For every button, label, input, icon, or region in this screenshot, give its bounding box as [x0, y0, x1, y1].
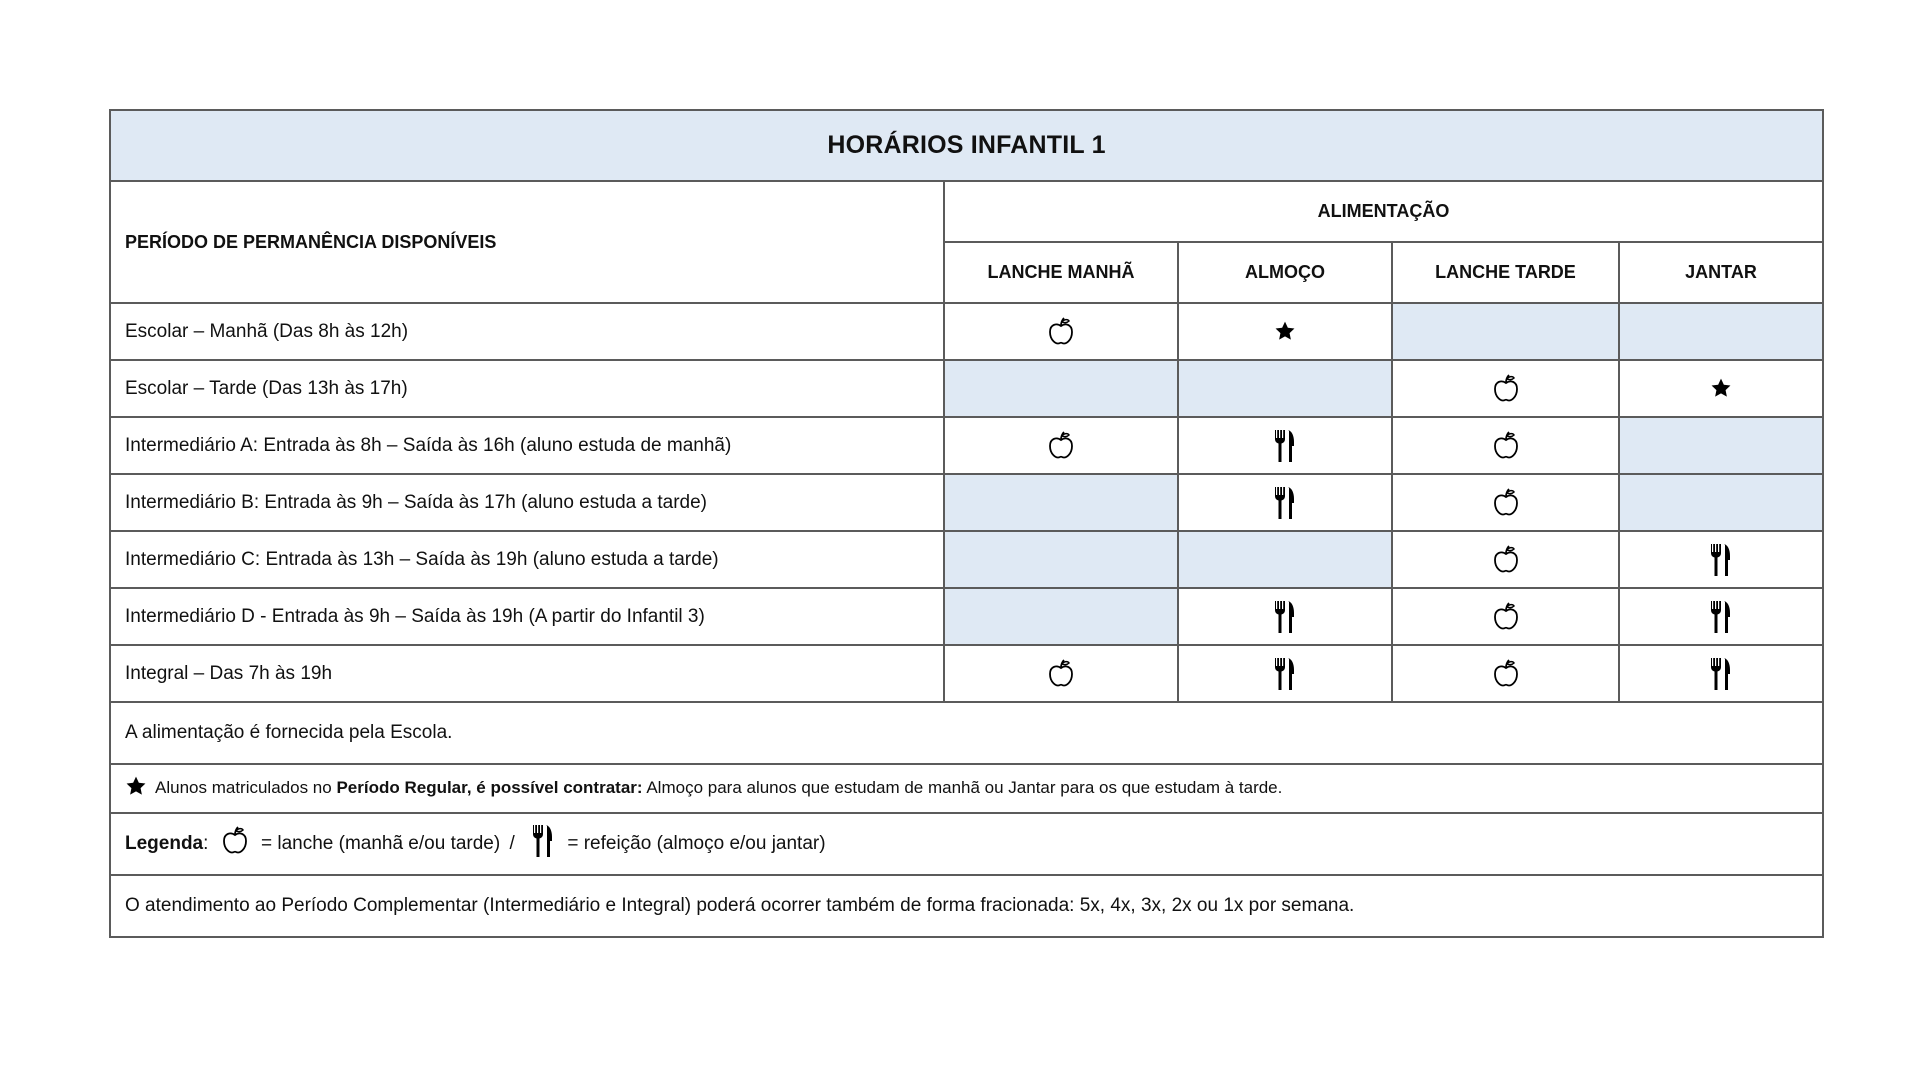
cutlery-icon [1272, 485, 1298, 521]
star-icon [1710, 377, 1732, 399]
col-header-lanche-manha: LANCHE MANHÃ [944, 242, 1178, 303]
note-star-prefix: Alunos matriculados no [155, 777, 332, 797]
apple-icon [1046, 430, 1076, 462]
apple-icon [1046, 316, 1076, 348]
header-row-1 [110, 181, 1823, 242]
note-row-star [110, 764, 1823, 813]
shaded-cell [1619, 474, 1823, 531]
shaded-cell [944, 360, 1178, 417]
meal-cell [944, 417, 1178, 474]
shaded-cell [1392, 303, 1619, 360]
legend-label: Legenda [125, 833, 204, 855]
cutlery-icon [1272, 599, 1298, 635]
meal-cell [1178, 474, 1392, 531]
note-row-complementary [110, 875, 1823, 937]
table-row [110, 303, 1823, 360]
meal-cell [1392, 474, 1619, 531]
star-icon [125, 775, 147, 802]
meal-cell [1392, 588, 1619, 645]
note-star-rest: Almoço para alunos que estudam de manhã ou Jantar para os que estudam à tarde. [646, 777, 1283, 797]
meal-cell [1178, 645, 1392, 702]
row-label: Intermediário C: Entrada às 13h – Saída às 19h (aluno estuda a tarde) [110, 531, 944, 588]
col-header-jantar: JANTAR [1619, 242, 1823, 303]
legend-meal-text: = refeição (almoço e/ou jantar) [567, 833, 826, 855]
meal-cell [1619, 360, 1823, 417]
cutlery-icon [1708, 599, 1734, 635]
shaded-cell [1619, 417, 1823, 474]
schedule-table [109, 109, 1824, 938]
meal-cell [1392, 360, 1619, 417]
table-row [110, 531, 1823, 588]
apple-icon [1491, 544, 1521, 576]
row-label: Intermediário D - Entrada às 9h – Saída às 19h (A partir do Infantil 3) [110, 588, 944, 645]
cutlery-icon [1708, 542, 1734, 578]
row-label: Intermediário A: Entrada às 8h – Saída às 16h (aluno estuda de manhã) [110, 417, 944, 474]
meal-cell [1619, 531, 1823, 588]
title-row [110, 110, 1823, 181]
cutlery-icon [1272, 428, 1298, 464]
cutlery-icon [1272, 656, 1298, 692]
apple-icon [220, 825, 250, 863]
note-star [110, 764, 1823, 813]
shaded-cell [1619, 303, 1823, 360]
legend-row [110, 813, 1823, 875]
star-icon [1274, 320, 1296, 342]
shaded-cell [1178, 531, 1392, 588]
table-row [110, 474, 1823, 531]
meal-cell [1392, 417, 1619, 474]
shaded-cell [1178, 360, 1392, 417]
note-complementary: O atendimento ao Período Complementar (Intermediário e Integral) poderá ocorrer também de forma fracionada: 5x, 4x, 3x, 2x ou 1x por semana. [110, 875, 1823, 937]
apple-icon [1491, 601, 1521, 633]
meal-cell [1392, 531, 1619, 588]
meal-cell [944, 645, 1178, 702]
table-row [110, 645, 1823, 702]
shaded-cell [944, 531, 1178, 588]
legend-colon: : [203, 833, 209, 855]
meal-cell [1178, 303, 1392, 360]
row-label: Escolar – Tarde (Das 13h às 17h) [110, 360, 944, 417]
meal-cell [1178, 417, 1392, 474]
apple-icon [1491, 373, 1521, 405]
row-label: Escolar – Manhã (Das 8h às 12h) [110, 303, 944, 360]
table-row [110, 588, 1823, 645]
row-label: Integral – Das 7h às 19h [110, 645, 944, 702]
note-star-bold: Período Regular, é possível contratar: [336, 777, 643, 797]
table-title: HORÁRIOS INFANTIL 1 [110, 110, 1823, 181]
cutlery-icon [1708, 656, 1734, 692]
shaded-cell [944, 474, 1178, 531]
apple-icon [1491, 487, 1521, 519]
meal-cell [1392, 645, 1619, 702]
meals-header: ALIMENTAÇÃO [944, 181, 1823, 242]
col-header-lanche-tarde: LANCHE TARDE [1392, 242, 1619, 303]
row-label: Intermediário B: Entrada às 9h – Saída às 17h (aluno estuda a tarde) [110, 474, 944, 531]
apple-icon [1491, 430, 1521, 462]
meal-cell [1619, 645, 1823, 702]
apple-icon [1046, 658, 1076, 690]
apple-icon [1491, 658, 1521, 690]
meal-cell [1619, 588, 1823, 645]
period-header: PERÍODO DE PERMANÊNCIA DISPONÍVEIS [110, 181, 944, 303]
cutlery-icon [530, 823, 556, 865]
table-row [110, 360, 1823, 417]
legend [110, 813, 1823, 875]
legend-separator: / [509, 833, 515, 855]
meal-cell [944, 303, 1178, 360]
shaded-cell [944, 588, 1178, 645]
col-header-almoco: ALMOÇO [1178, 242, 1392, 303]
table-row [110, 417, 1823, 474]
meal-cell [1178, 588, 1392, 645]
note-row-food [110, 702, 1823, 764]
note-food-provided: A alimentação é fornecida pela Escola. [110, 702, 1823, 764]
legend-snack-text: = lanche (manhã e/ou tarde) [260, 833, 501, 855]
